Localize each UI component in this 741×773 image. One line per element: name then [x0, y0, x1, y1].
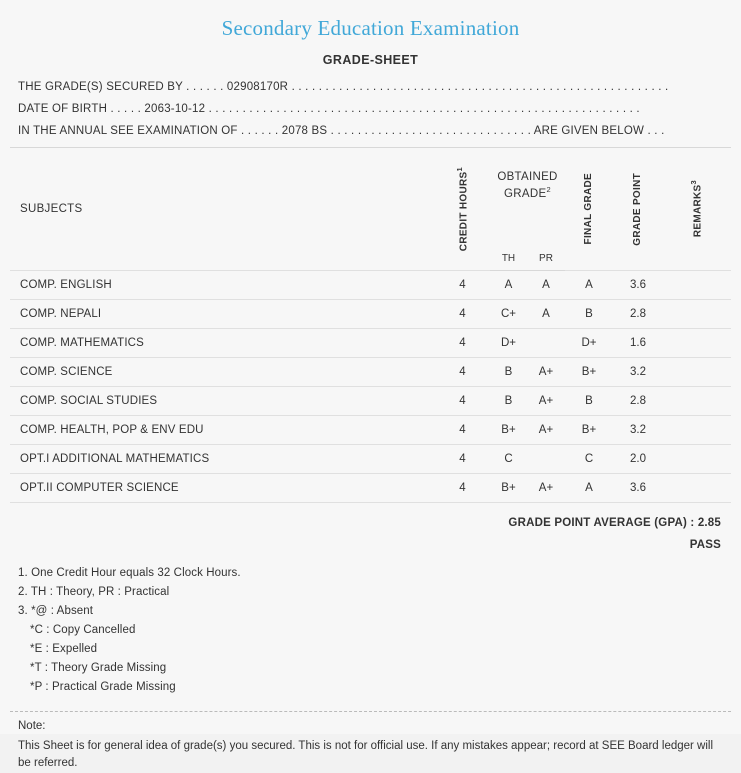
- cell-practical: [527, 329, 565, 358]
- cell-remarks: [663, 416, 731, 445]
- cell-grade-point: 2.0: [613, 445, 663, 474]
- cell-practical: A+: [527, 358, 565, 387]
- cell-remarks: [663, 300, 731, 329]
- cell-remarks: [663, 358, 731, 387]
- remarks-label: REMARKS: [692, 184, 704, 238]
- cell-practical: A+: [527, 387, 565, 416]
- column-header-theory: TH: [490, 241, 527, 271]
- cell-theory: B+: [490, 474, 527, 503]
- credit-hours-sup: 1: [454, 166, 464, 172]
- cell-grade-point: 3.6: [613, 474, 663, 503]
- page-subtitle: GRADE-SHEET: [322, 53, 419, 67]
- meta-line-date-of-birth: DATE OF BIRTH . . . . . 2063-10-12 . . . . . . . . . . . . . . . . . . . . . . . . . . . . . . . . . . . . . . . . . . . . . . . . . . . . . . . . . . . . . . . .: [18, 103, 640, 115]
- meta-line-symbol-number: THE GRADE(S) SECURED BY . . . . . . 02908170R . . . . . . . . . . . . . . . . . . . . . . . . . . . . . . . . . . . . . . . . . . . . . . . . . . . . . . . .: [18, 81, 669, 93]
- legend-item-3: 3. *@ : Absent: [18, 605, 94, 617]
- cell-credit: 4: [435, 416, 490, 445]
- table-row: [10, 387, 731, 416]
- column-header-practical: PR: [527, 241, 565, 271]
- cell-grade-point: 3.2: [613, 416, 663, 445]
- final-grade-label: FINAL GRADE: [583, 173, 595, 245]
- remarks-sup: 3: [689, 180, 699, 185]
- legend-item-5: *E : Expelled: [30, 643, 98, 655]
- cell-final-grade: B+: [565, 358, 613, 387]
- cell-remarks: [663, 387, 731, 416]
- legend-item-6: *T : Theory Grade Missing: [30, 662, 167, 674]
- grades-table-body: [10, 271, 731, 503]
- cell-subject: COMP. ENGLISH: [10, 271, 435, 300]
- cell-practical: A: [527, 271, 565, 300]
- table-row: [10, 474, 731, 503]
- column-header-credit-hours: [435, 148, 490, 271]
- cell-credit: 4: [435, 271, 490, 300]
- column-header-obtained-grade: [490, 148, 565, 242]
- cell-remarks: [663, 445, 731, 474]
- obtained-grade-label: OBTAINED GRADE: [497, 171, 558, 200]
- cell-grade-point: 3.2: [613, 358, 663, 387]
- cell-final-grade: B: [565, 300, 613, 329]
- table-row: [10, 445, 731, 474]
- cell-credit: 4: [435, 474, 490, 503]
- cell-practical: [527, 445, 565, 474]
- cell-credit: 4: [435, 329, 490, 358]
- cell-theory: B: [490, 358, 527, 387]
- page-title: Secondary Education Examination: [221, 16, 520, 40]
- candidate-meta: [10, 81, 731, 137]
- footer-note-label: Note:: [18, 720, 46, 732]
- cell-theory: D+: [490, 329, 527, 358]
- cell-subject: COMP. MATHEMATICS: [10, 329, 435, 358]
- cell-subject: COMP. SOCIAL STUDIES: [10, 387, 435, 416]
- legend-item-4: *C : Copy Cancelled: [30, 624, 136, 636]
- footer-note: [10, 712, 731, 773]
- cell-remarks: [663, 474, 731, 503]
- cell-final-grade: B: [565, 387, 613, 416]
- cell-grade-point: 1.6: [613, 329, 663, 358]
- column-header-final-grade: [565, 148, 613, 271]
- cell-remarks: [663, 329, 731, 358]
- obtained-grade-sup: 2: [546, 185, 551, 195]
- cell-grade-point: 3.6: [613, 271, 663, 300]
- table-row: [10, 358, 731, 387]
- cell-credit: 4: [435, 445, 490, 474]
- legend-item-7: *P : Practical Grade Missing: [30, 681, 176, 693]
- cell-subject: OPT.II COMPUTER SCIENCE: [10, 474, 435, 503]
- cell-final-grade: B+: [565, 416, 613, 445]
- cell-credit: 4: [435, 358, 490, 387]
- column-header-subjects: SUBJECTS: [10, 148, 435, 271]
- cell-theory: B: [490, 387, 527, 416]
- cell-theory: C: [490, 445, 527, 474]
- cell-practical: A+: [527, 474, 565, 503]
- grade-point-label: GRADE POINT: [632, 172, 644, 246]
- legend-item-1: 1. One Credit Hour equals 32 Clock Hours.: [18, 567, 241, 579]
- meta-line-exam-year: IN THE ANNUAL SEE EXAMINATION OF . . . . . . 2078 BS . . . . . . . . . . . . . . . . . . . . . . . . . . . . . . ARE GIVEN BELOW . . .: [18, 125, 665, 137]
- cell-remarks: [663, 271, 731, 300]
- cell-subject: COMP. SCIENCE: [10, 358, 435, 387]
- cell-subject: COMP. NEPALI: [10, 300, 435, 329]
- cell-theory: A: [490, 271, 527, 300]
- grades-table-head: [10, 148, 731, 271]
- cell-subject: OPT.I ADDITIONAL MATHEMATICS: [10, 445, 435, 474]
- cell-final-grade: A: [565, 474, 613, 503]
- column-header-remarks: [663, 148, 731, 271]
- cell-theory: C+: [490, 300, 527, 329]
- cell-credit: 4: [435, 300, 490, 329]
- cell-theory: B+: [490, 416, 527, 445]
- cell-credit: 4: [435, 387, 490, 416]
- table-row: [10, 271, 731, 300]
- result-status: PASS: [689, 539, 721, 551]
- grades-table: [10, 147, 731, 503]
- table-row: [10, 300, 731, 329]
- cell-subject: COMP. HEALTH, POP & ENV EDU: [10, 416, 435, 445]
- credit-hours-label: CREDIT HOURS: [457, 171, 469, 252]
- cell-final-grade: C: [565, 445, 613, 474]
- cell-grade-point: 2.8: [613, 387, 663, 416]
- gpa-line: GRADE POINT AVERAGE (GPA) : 2.85: [508, 517, 721, 529]
- cell-final-grade: D+: [565, 329, 613, 358]
- cell-final-grade: A: [565, 271, 613, 300]
- legend-notes: [10, 567, 731, 693]
- table-row: [10, 329, 731, 358]
- cell-practical: A+: [527, 416, 565, 445]
- column-header-grade-point: [613, 148, 663, 271]
- cell-practical: A: [527, 300, 565, 329]
- footer-note-body: This Sheet is for general idea of grade(s) you secured. This is not for official use. If any mistakes appear; record at SEE Board ledger will be referred.: [18, 740, 714, 770]
- legend-item-2: 2. TH : Theory, PR : Practical: [18, 586, 170, 598]
- table-row: [10, 416, 731, 445]
- cell-grade-point: 2.8: [613, 300, 663, 329]
